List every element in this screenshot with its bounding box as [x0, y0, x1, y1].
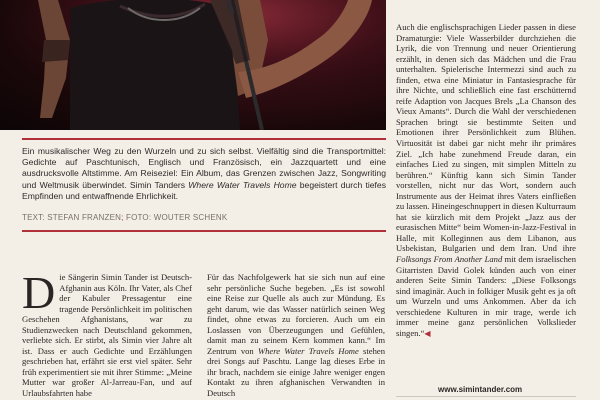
website-link[interactable]: www.simintander.com [438, 385, 523, 394]
column-2-text-1: Für das Nachfolgewerk hat sie sich nun auf eine sehr persönliche Suche begeben. „Es ist sowohl eine Reise zur Quelle als auch zur Mündung. Es geht darum, wie das Wasser natürlich seinen Weg findet, ohne etwas zu forcieren. Auch um ein Loslassen von Überzeugungen und Gefühlen, damit man zu seinem Kern kommen kann.“ Im Zentrum von [207, 272, 385, 356]
column-3-text-2: mit dem israelischen Gitarristen David Golek künden auch von einer anderen Seite Simin Tanders: „Diese Folksongs sind imaginär. Auch in folkiger Musik geht es ja oft um Wurzeln und ums Ankommen. Aber da ich verschiedene Kulturen in mir trage, werde ich immer meine ganz persönlichen Volkslieder singen.“ [396, 254, 576, 338]
caption-text-2: begeistert durch tiefes Empfinden und entwaffnende Ehrlichkeit. [22, 179, 386, 201]
caption-album-title: Where Water Travels Home [188, 179, 297, 190]
drop-cap: D [22, 267, 56, 318]
photo-credit: FOTO: WOUTER SCHENK [125, 213, 228, 222]
article-column-1 [22, 267, 192, 399]
column-1-text: ie Sängerin Simin Tander ist Deutsch-Afghanin aus Köln. Ihr Vater, als Chef der Kabuler Pressagentur eine tragende Persönlichkeit im politischen Geschehen Afghanistans, war zu Studienzwecken nach Deutschland gekommen, verliebte sich. Er stirbt, als Simin vier Jahre alt ist. Dass er auch Gedichte und Erzählungen geschrieben hat, erfährt sie erst viel später. Sehr früh experimentiert sie mit ihrer Stimme: „Meine Mutter war großer Al-Jarreau-Fan, und auf Urlaubsfahrten habe [22, 272, 192, 399]
photo-caption [22, 146, 386, 202]
article-column-3 [396, 22, 576, 339]
column-3-text-1: Auch die englischsprachigen Lieder passen in diese Dramaturgie: Viele Wasserbilder durchziehen die Lyrik, die von Trennung und neuer Orientierung erzählt, in denen sich das Mädchen und die Frau unterhalten. Spielerische Intermezzi sind auch zu finden, etwa eine Miniatur in Fantasiesprache für ihre Nichte, und schließlich eine fast erschütternd reife Adaption von Jacques Brels „La Chanson des Vieux Amants“. Durch die Wahl der verschiedenen Sprachen bringt sie bestimmte Seiten und Emotionen ihrer Persönlichkeit zum Blühen. Virtuosität ist dabei gar nicht mehr ihr primäres Ziel. „Ich habe zunehmend Freude daran, ein einfaches Lied zu singen, mit simplen Mitteln zu berühren.“ Künftig kann sich Simin Tander vorstellen, nicht nur das Wort, sondern auch Instrumente aus der Heimat ihres Vaters einfließen zu lassen. Hineingeschnuppert in diesen Kulturraum hat sie kürzlich mit dem Projekt „Jazz aus der eurasischen Mitte“ beim Women-in-Jazz-Festival in Halle, mit Kolleginnen aus dem Libanon, aus Usbekistan, Bulgarien und dem Iran. Und ihre [396, 22, 576, 254]
column-3-project-title: Folksongs From Another Land [396, 254, 503, 265]
article-column-2 [207, 272, 385, 399]
concert-photo [0, 0, 386, 130]
caption-top-rule [22, 138, 386, 140]
caption-text-1: Ein musikalischer Weg zu den Wurzeln und zu sich selbst. Vielfältig sind die Transportmittel: Gedichte auf Paschtunisch, Englisch und Französisch, ein Jazzquartett und eine ausdrucksvolle Altstimme. Am Reiseziel: Ein Album, das Grenzen zwischen Jazz, Songwriting und Weltmusik überwindet. Simin Tanders [22, 146, 386, 190]
column-2-text-2: stehen drei Songs auf Paschtu. Lange lag dieses Erbe in ihr brach, nachdem sie einige Jahre weniger engen Kontakt zu ihren afghanischen Verwandten in Deutsch [207, 345, 385, 399]
end-mark-icon: ◀ [424, 328, 431, 338]
author-credit [22, 213, 227, 222]
column-2-album-title: Where Water Travels Home [257, 345, 359, 356]
credit-separator: ; [121, 213, 126, 222]
footer-rule [396, 396, 576, 397]
singer-illustration [0, 0, 386, 130]
article-top-rule [22, 230, 386, 232]
text-credit: TEXT: STEFAN FRANZEN [22, 213, 122, 222]
